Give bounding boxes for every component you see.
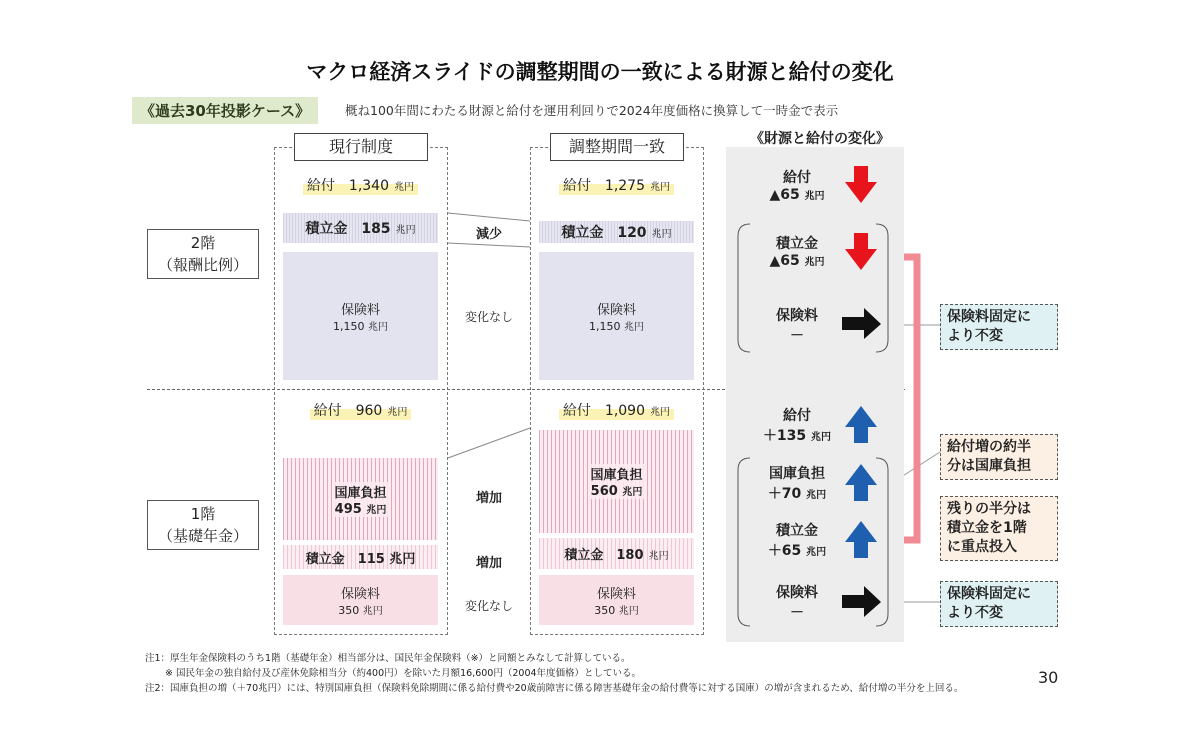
change-t1-reserve-label: 積立金 (776, 523, 818, 539)
current-t2-premium-label: 保険料 (340, 303, 380, 318)
aligned-t1-subsidy-label: 国庫負担 (588, 464, 644, 483)
aligned-t1-subsidy-value: 560 (590, 484, 618, 499)
right-arrow-icon (842, 308, 882, 340)
aligned-column-header: 調整期間一致 (550, 133, 684, 161)
note-half-subsidy (940, 434, 1058, 480)
change-t1-reserve-value: ＋65 (767, 543, 802, 559)
aligned-t1-reserve-unit: 兆円 (648, 551, 669, 562)
current-t2-reserve-text: 積立金 185 (305, 221, 391, 237)
change-t1-premium-value: － (790, 605, 804, 621)
middle-label-t1-reserve: 増加 (475, 555, 502, 571)
down-arrow-icon (844, 166, 878, 204)
aligned-t2-premium-value: 1,150 (589, 320, 621, 333)
middle-label-t2-premium: 変化なし (464, 309, 513, 324)
aligned-t2-reserve-text: 積立金 120 (561, 225, 647, 241)
up-arrow-icon (844, 464, 878, 502)
current-t1-reserve-text: 積立金 115 兆円 (305, 551, 416, 567)
change-t1-subsidy-value: ＋70 (767, 486, 802, 502)
row-label-tier1-line1: 1階 (190, 505, 216, 523)
middle-label-t2-reserve: 減少 (458, 221, 520, 243)
current-t1-subsidy-label: 国庫負担 (332, 482, 388, 501)
up-arrow-icon (844, 521, 878, 559)
change-t1-subsidy-unit: 兆円 (806, 490, 827, 501)
middle-label-t1-subsidy: 増加 (475, 490, 502, 506)
note-rest-reserve (940, 496, 1058, 561)
note-rest-reserve-line2: 積立金を1階 (947, 520, 1027, 536)
changes-header: 《財源と給付の変化》 (750, 131, 890, 147)
case-description: 概ね100年間にわたる財源と給付を運用利回りで2024年度価格に換算して一時金で表示 (345, 103, 839, 118)
note-half-subsidy-line1: 給付増の約半 (947, 439, 1031, 455)
change-t2-reserve-unit: 兆円 (804, 257, 825, 268)
current-t2-benefit-text: 給付 1,340 (306, 178, 389, 194)
note-fixed-premium-t2-line2: より不変 (947, 328, 1003, 344)
change-t1-benefit (752, 403, 842, 447)
page-title: マクロ経済スライドの調整期間の一致による財源と給付の変化 (306, 60, 894, 84)
current-t2-premium-unit: 兆円 (368, 322, 388, 333)
change-t2-benefit-value: ▲65 (769, 187, 800, 203)
aligned-t1-benefit-unit: 兆円 (650, 407, 671, 418)
note-rest-reserve-line1: 残りの半分は (947, 501, 1031, 517)
current-t1-premium-value: 350 (338, 604, 360, 617)
change-t1-benefit-value: ＋135 (762, 428, 807, 444)
change-t2-premium-value: － (790, 328, 804, 344)
current-t1-premium-unit: 兆円 (362, 606, 383, 617)
footnote-1b: ※ 国民年金の独自給付及び産休免除相当分（約400円）を除いた月額16,600円（2004年度価格）としている。 (165, 668, 642, 679)
aligned-t1-premium-unit: 兆円 (618, 606, 639, 617)
aligned-t2-premium-label: 保険料 (596, 303, 636, 318)
change-t1-reserve (752, 518, 842, 562)
change-t2-premium-label: 保険料 (776, 308, 818, 324)
change-t2-reserve (752, 229, 842, 273)
footnote-2: 注2：国庫負担の増（＋70兆円）には、特別国庫負担（保険料免除期間に係る給付費や20歳前障害に係る障害基礎年金の給付費等に対する国庫）の増が含まれるため、給付増の半分を上回る。 (145, 683, 964, 694)
change-t2-reserve-label: 積立金 (776, 236, 818, 252)
note-rest-reserve-line3: に重点投入 (947, 539, 1017, 555)
current-t1-subsidy-unit: 兆円 (366, 504, 387, 516)
aligned-t2-premium-unit: 兆円 (624, 322, 644, 333)
case-tag: 《過去30年投影ケース》 (132, 97, 318, 124)
change-t2-benefit-unit: 兆円 (804, 191, 825, 202)
change-t1-benefit-unit: 兆円 (811, 432, 832, 443)
footnote-1: 注1：厚生年金保険料のうち1階（基礎年金）相当部分は、国民年金保険料（※）と同額とみなして計算している。 (145, 653, 631, 664)
change-t2-reserve-value: ▲65 (769, 253, 800, 269)
change-t1-premium-label: 保険料 (776, 585, 818, 601)
page-number: 30 (1038, 668, 1059, 687)
change-t2-benefit (752, 163, 842, 207)
current-column-header: 現行制度 (294, 133, 428, 161)
aligned-t1-premium-value: 350 (594, 604, 616, 617)
aligned-t2-benefit-text: 給付 1,275 (562, 178, 645, 194)
right-arrow-icon (842, 586, 882, 618)
row-label-tier2-line2: （報酬比例） (157, 256, 248, 274)
note-fixed-premium-t1-line1: 保険料固定に (947, 586, 1031, 602)
aligned-t2-reserve-unit: 兆円 (651, 229, 672, 240)
change-t1-subsidy (752, 461, 842, 505)
row-label-tier2-line1: 2階 (190, 234, 216, 252)
row-label-tier1-line2: （基礎年金） (157, 527, 248, 545)
aligned-t1-subsidy-unit: 兆円 (622, 487, 643, 498)
note-fixed-premium-t2-line1: 保険料固定に (947, 309, 1031, 325)
note-half-subsidy-line2: 分は国庫負担 (947, 458, 1031, 474)
aligned-t2-benefit-unit: 兆円 (650, 182, 671, 193)
aligned-t1-premium-label: 保険料 (596, 587, 636, 602)
note-fixed-premium-t1-line2: より不変 (947, 605, 1003, 621)
change-t1-subsidy-label: 国庫負担 (769, 466, 825, 482)
current-t1-benefit-unit: 兆円 (387, 407, 408, 418)
current-t2-premium-value: 1,150 (333, 320, 365, 333)
current-t1-subsidy-value: 495 (334, 501, 362, 517)
down-arrow-icon (844, 233, 878, 271)
current-t1-premium-label: 保険料 (340, 587, 380, 602)
middle-label-t1-premium: 変化なし (464, 598, 513, 613)
current-t2-benefit-unit: 兆円 (394, 182, 415, 193)
change-t2-benefit-label: 給付 (783, 170, 811, 186)
up-arrow-icon (844, 406, 878, 444)
change-t1-benefit-label: 給付 (783, 408, 811, 424)
change-t2-premium (752, 303, 842, 347)
current-t2-reserve-unit: 兆円 (395, 225, 416, 236)
change-t1-premium (752, 580, 842, 624)
note-fixed-premium-t1 (940, 581, 1058, 627)
aligned-t1-reserve-text: 積立金 180 (564, 548, 644, 563)
note-fixed-premium-t2 (940, 304, 1058, 350)
change-t1-reserve-unit: 兆円 (806, 547, 827, 558)
current-t1-benefit-text: 給付 960 (313, 403, 383, 419)
aligned-t1-benefit-text: 給付 1,090 (562, 403, 645, 419)
